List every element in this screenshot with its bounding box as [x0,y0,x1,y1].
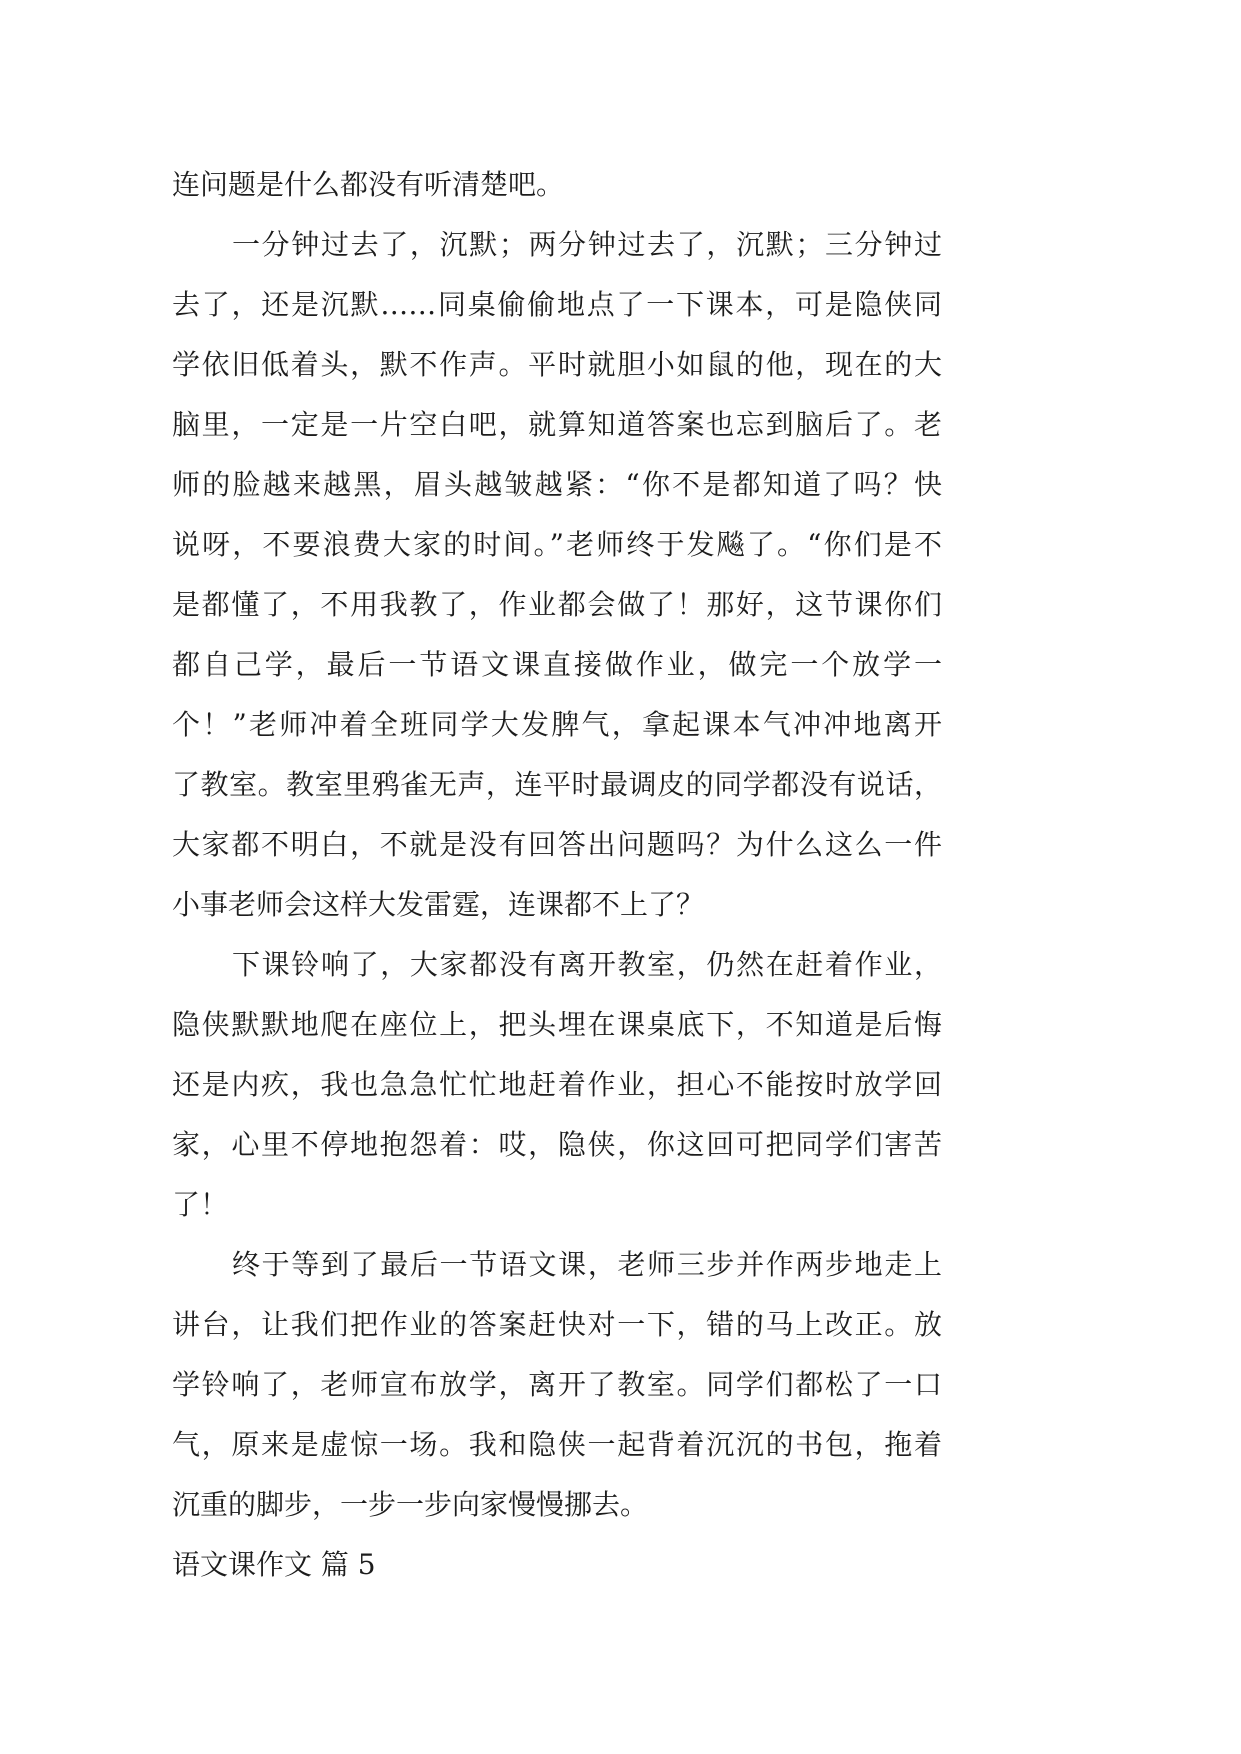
text-line: 了教室。教室里鸦雀无声，连平时最调皮的同学都没有说话， [172,768,942,801]
text-line: 了！ [172,1188,229,1221]
paragraph [172,1235,942,1535]
document-page [172,155,942,1595]
paragraph-continuation [172,155,942,215]
text-line: 连问题是什么都没有听清楚吧。 [172,168,565,201]
text-line: 小事老师会这样大发雷霆，连课都不上了？ [172,888,705,921]
text-line: 沉重的脚步，一步一步向家慢慢挪去。 [172,1488,649,1521]
text-line: 是都懂了，不用我教了，作业都会做了！那好，这节课你们 [172,588,942,621]
paragraph [172,935,942,1235]
text-line: 说呀，不要浪费大家的时间。”老师终于发飚了。“你们是不 [172,528,942,561]
text-line: 大家都不明白，不就是没有回答出问题吗？为什么这么一件 [172,828,942,861]
paragraph [172,215,942,935]
text-line: 讲台，让我们把作业的答案赶快对一下，错的马上改正。放 [172,1308,942,1341]
text-line: 师的脸越来越黑，眉头越皱越紧：“你不是都知道了吗？快 [172,468,942,501]
text-line: 都自己学，最后一节语文课直接做作业，做完一个放学一 [172,648,942,681]
text-line: 下课铃响了，大家都没有离开教室，仍然在赶着作业， [232,948,942,981]
text-line: 去了，还是沉默……同桌偷偷地点了一下课本，可是隐侠同 [172,288,942,321]
section-heading: 语文课作文 篇 5 [172,1548,376,1581]
text-line: 个！”老师冲着全班同学大发脾气，拿起课本气冲冲地离开 [172,708,942,741]
text-line: 气，原来是虚惊一场。我和隐侠一起背着沉沉的书包，拖着 [172,1428,942,1461]
text-line: 脑里，一定是一片空白吧，就算知道答案也忘到脑后了。老 [172,408,942,441]
text-line: 学铃响了，老师宣布放学，离开了教室。同学们都松了一口 [172,1368,942,1401]
text-line: 隐侠默默地爬在座位上，把头埋在课桌底下，不知道是后悔 [172,1008,942,1041]
text-line: 家，心里不停地抱怨着：哎，隐侠，你这回可把同学们害苦 [172,1128,942,1161]
text-line: 学依旧低着头，默不作声。平时就胆小如鼠的他，现在的大 [172,348,942,381]
text-line: 终于等到了最后一节语文课，老师三步并作两步地走上 [232,1248,942,1281]
text-line: 一分钟过去了，沉默；两分钟过去了，沉默；三分钟过 [232,228,942,261]
text-line: 还是内疚，我也急急忙忙地赶着作业，担心不能按时放学回 [172,1068,942,1101]
